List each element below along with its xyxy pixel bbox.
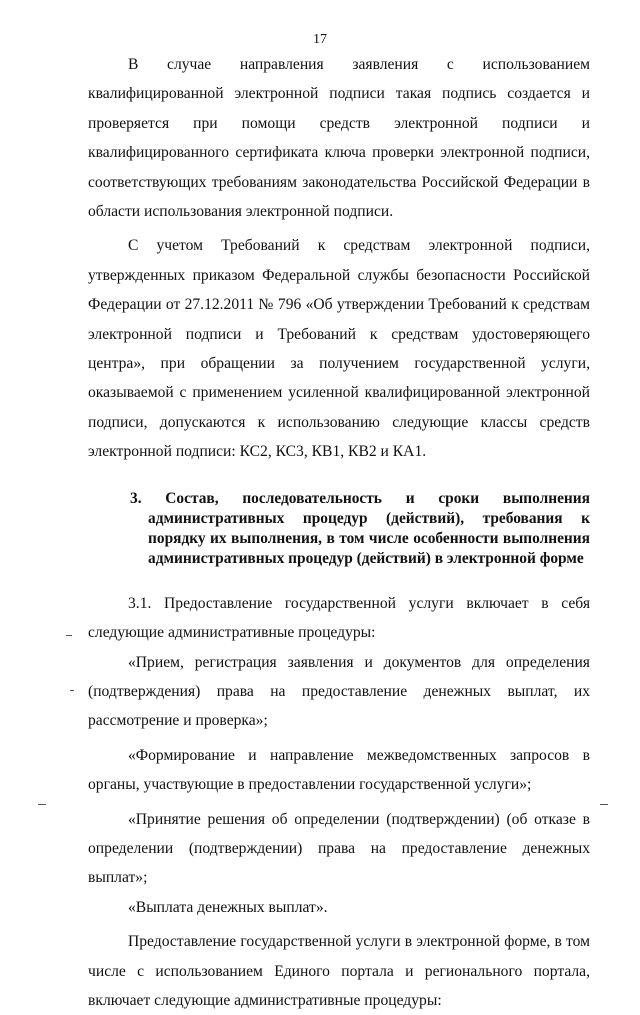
- procedure-item-reception: «Прием, регистрация заявления и документов для определения (подтверждения) права на предоставление денежных выплат, их рассмотрение и проверка»;: [88, 653, 590, 730]
- procedure-item-decision: «Принятие решения об определении (подтверждении) (об отказе в определении (подтверждении) права на предоставление денежных выплат»;: [88, 810, 590, 887]
- scan-mark: [600, 804, 608, 805]
- paragraph-procedures-intro: 3.1. Предоставление государственной услуги включает в себя следующие административные процедуры:: [88, 594, 590, 642]
- section-heading: 3. Состав, последовательность и сроки выполнения административных процедур (действий), требования к порядку их выполнения, в том числе особенности выполнения административных процедур (действий) в электронной форме: [130, 489, 590, 567]
- paragraph-electronic-form: Предоставление государственной услуги в электронной форме, в том числе с использованием Единого портала и регионального портала, включает следующие административные процедуры:: [88, 933, 590, 1009]
- scan-mark: [70, 690, 74, 691]
- paragraph-qualified-signature: В случае направления заявления с использованием квалифицированной электронной подписи такая подпись создается и проверяется при помощи средств электронной подписи и квалифицированного сертификата ключа проверки электронной подписи, соответствующих требованиям законодательства Российской Федерации в области использования электронной подписи.: [88, 56, 590, 221]
- scan-mark: [66, 635, 72, 636]
- paragraph-signature-requirements: С учетом Требований к средствам электронной подписи, утвержденных приказом Федеральной службы безопасности Российской Федерации от 27.12.2011 № 796 «Об утверждении Требований к средствам электронной подписи и Требований к средствам удостоверяющего центра», при обращении за получением государственной услуги, оказываемой с применением усиленной квалифицированной электронной подписи, допускаются к использованию следующие классы средств электронной подписи: КС2, КС3, КВ1, КВ2 и КА1.: [88, 237, 590, 461]
- scan-mark: [38, 804, 46, 805]
- procedure-item-payment: «Выплата денежных выплат».: [128, 898, 328, 916]
- document-body: [88, 50, 590, 1015]
- page-number: 17: [313, 32, 327, 47]
- procedure-item-interagency-requests: «Формирование и направление межведомственных запросов в органы, участвующие в предоставлении государственной услуги»;: [88, 746, 590, 794]
